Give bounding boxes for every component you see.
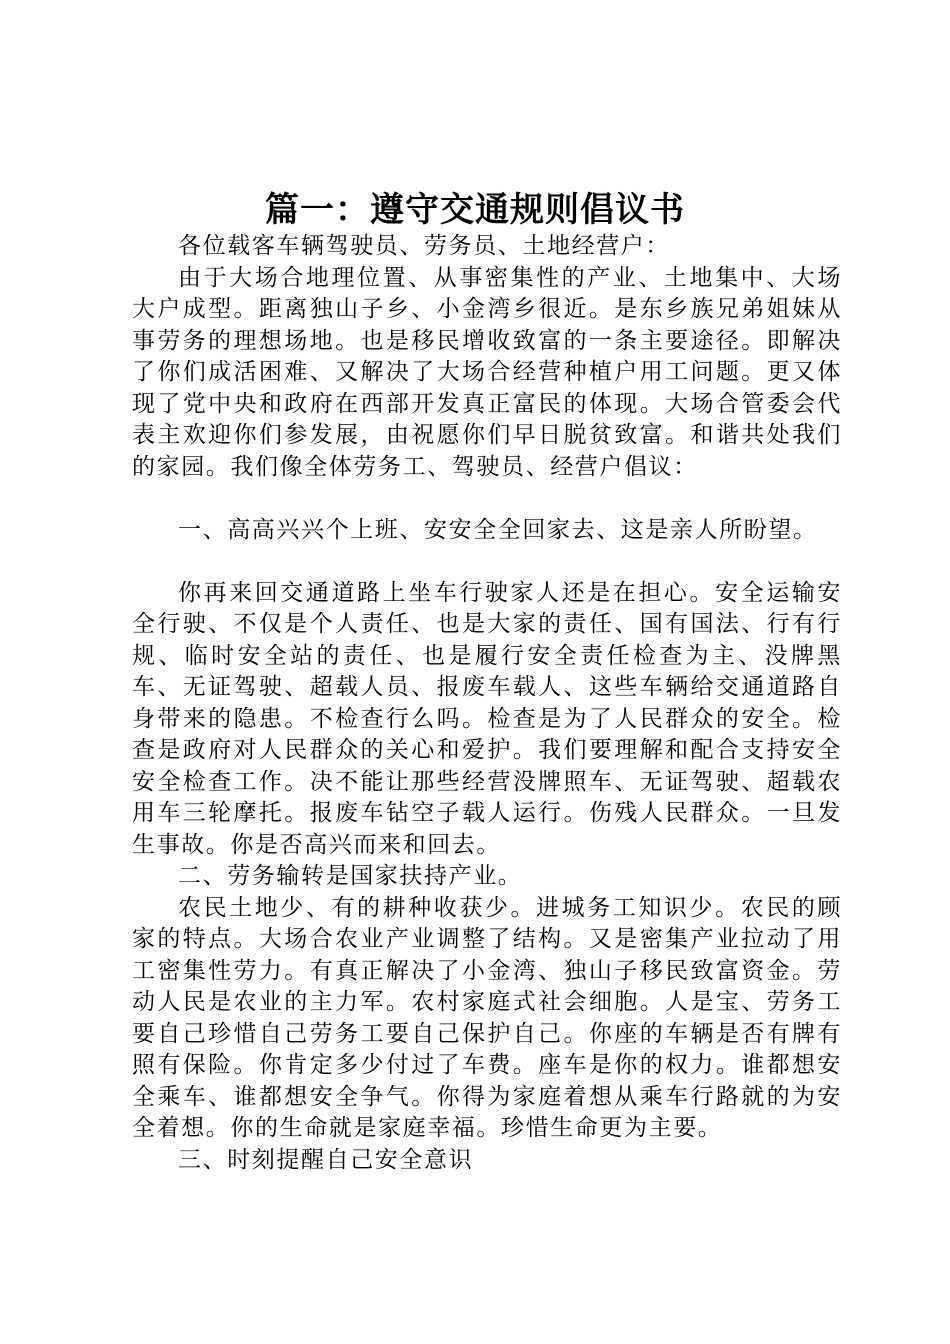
paragraph-section-1: 你再来回交通道路上坐车行驶家人还是在担心。安全运输安全行驶、不仅是个人责任、也是大家的责任、国有国法、行有行规、临时安全站的责任、也是履行安全责任检查为主、没牌黑车、无证驾驶、超载人员、报废车载人、这些车辆给交通道路自身带来的隐患。不检查行么吗。检查是为了人民群众的安全。检查是政府对人民群众的关心和爱护。我们要理解和配合支持安全安全检查工作。决不能让那些经营没牌照车、无证驾驶、超载农用车三轮摩托。报废车钻空子载人运行。伤残人民群众。一旦发生事故。你是否高兴而来和回去。 — [132, 579, 842, 858]
section-heading-2: 二、劳务输转是国家扶持产业。 — [178, 863, 523, 889]
document-body — [132, 231, 842, 1176]
paragraph-section-2: 农民土地少、有的耕种收获少。进城务工知识少。农民的顾家的特点。大场合农业产业调整了结构。又是密集产业拉动了用工密集性劳力。有真正解决了小金湾、独山子移民致富资金。劳动人民是农业的主力军。农村家庭式社会细胞。人是宝、劳务工要自己珍惜自己劳务工要自己保护自己。你座的车辆是否有牌有照有保险。你肯定多少付过了车费。座车是你的权力。谁都想安全乘车、谁都想安全争气。你得为家庭着想从乘车行路就的为安全着想。你的生命就是家庭幸福。珍惜生命更为主要。 — [132, 894, 842, 1141]
salutation: 各位载客车辆驾驶员、劳务员、土地经营户： — [178, 233, 670, 259]
document-title: 篇一：遵守交通规则倡议书 — [265, 190, 685, 230]
section-heading-3: 三、时刻提醒自己安全意识 — [178, 1146, 474, 1173]
paragraph-intro: 由于大场合地理位置、从事密集性的产业、土地集中、大场大户成型。距离独山子乡、小金湾乡很近。是东乡族兄弟姐妹从事劳务的理想场地。也是移民增收致富的一条主要途径。即解决了你们成活困难、又解决了大场合经营种植户用工问题。更又体现了党中央和政府在西部开发真正富民的体现。大场合管委会代表主欢迎你们参发展，由祝愿你们早日脱贫致富。和谐共处我们的家园。我们像全体劳务工、驾驶员、经营户倡议： — [132, 264, 842, 480]
section-heading-1: 一、高高兴兴个上班、安安全全回家去、这是亲人所盼望。 — [178, 516, 818, 543]
